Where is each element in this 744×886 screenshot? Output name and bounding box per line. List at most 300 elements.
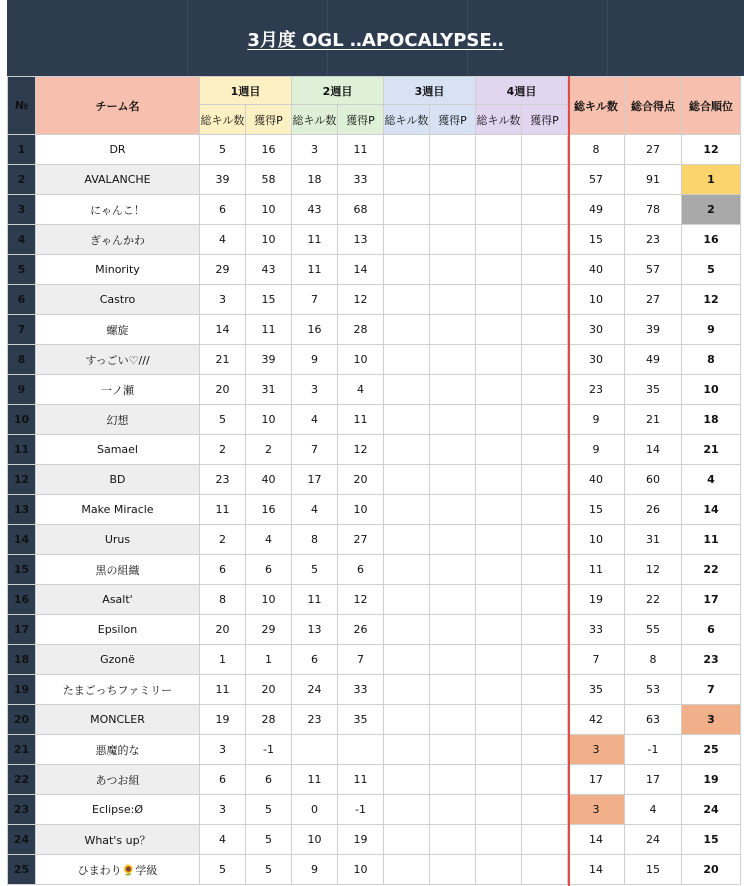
score-cell-w3k[interactable] bbox=[384, 255, 430, 285]
score-cell-w1p[interactable]: 10 bbox=[246, 405, 292, 435]
total-rank-cell[interactable]: 24 bbox=[682, 795, 741, 825]
score-cell-w1p[interactable]: 15 bbox=[246, 285, 292, 315]
score-cell-w2p[interactable]: 35 bbox=[338, 705, 384, 735]
total-points-cell[interactable]: 8 bbox=[625, 645, 682, 675]
row-number-cell[interactable]: 15 bbox=[8, 555, 36, 585]
team-name-cell[interactable]: 悪魔的な bbox=[36, 735, 200, 765]
score-cell-w3p[interactable] bbox=[430, 375, 476, 405]
score-cell-w3p[interactable] bbox=[430, 765, 476, 795]
score-cell-w1k[interactable]: 3 bbox=[200, 795, 246, 825]
total-kills-cell[interactable]: 42 bbox=[568, 705, 625, 735]
score-cell-w3k[interactable] bbox=[384, 525, 430, 555]
score-cell-w2p[interactable]: 12 bbox=[338, 285, 384, 315]
score-cell-w4p[interactable] bbox=[522, 735, 568, 765]
score-cell-w3p[interactable] bbox=[430, 435, 476, 465]
score-cell-w3p[interactable] bbox=[430, 645, 476, 675]
score-cell-w3p[interactable] bbox=[430, 525, 476, 555]
total-kills-cell[interactable]: 8 bbox=[568, 135, 625, 165]
row-number-cell[interactable]: 18 bbox=[8, 645, 36, 675]
row-number-cell[interactable]: 24 bbox=[8, 825, 36, 855]
score-cell-w3p[interactable] bbox=[430, 555, 476, 585]
score-cell-w1k[interactable]: 8 bbox=[200, 585, 246, 615]
total-points-cell[interactable]: 21 bbox=[625, 405, 682, 435]
row-number-cell[interactable]: 13 bbox=[8, 495, 36, 525]
row-number-cell[interactable]: 1 bbox=[8, 135, 36, 165]
score-cell-w3k[interactable] bbox=[384, 855, 430, 885]
team-name-cell[interactable]: Gzonë bbox=[36, 645, 200, 675]
score-cell-w2k[interactable]: 13 bbox=[292, 615, 338, 645]
score-cell-w2p[interactable]: 10 bbox=[338, 495, 384, 525]
row-number-cell[interactable]: 17 bbox=[8, 615, 36, 645]
score-cell-w4p[interactable] bbox=[522, 135, 568, 165]
score-cell-w1k[interactable]: 29 bbox=[200, 255, 246, 285]
score-cell-w4k[interactable] bbox=[476, 285, 522, 315]
score-cell-w1k[interactable]: 6 bbox=[200, 195, 246, 225]
score-cell-w2p[interactable]: 7 bbox=[338, 645, 384, 675]
total-kills-cell[interactable]: 23 bbox=[568, 375, 625, 405]
score-cell-w2p[interactable]: 68 bbox=[338, 195, 384, 225]
score-cell-w2k[interactable]: 5 bbox=[292, 555, 338, 585]
score-cell-w2k[interactable]: 43 bbox=[292, 195, 338, 225]
score-cell-w1p[interactable]: 2 bbox=[246, 435, 292, 465]
total-rank-cell[interactable]: 11 bbox=[682, 525, 741, 555]
total-rank-cell[interactable]: 25 bbox=[682, 735, 741, 765]
total-kills-cell[interactable]: 40 bbox=[568, 465, 625, 495]
score-cell-w4k[interactable] bbox=[476, 465, 522, 495]
total-rank-cell[interactable]: 23 bbox=[682, 645, 741, 675]
score-cell-w4p[interactable] bbox=[522, 345, 568, 375]
score-cell-w4k[interactable] bbox=[476, 615, 522, 645]
total-rank-cell[interactable]: 17 bbox=[682, 585, 741, 615]
score-cell-w3p[interactable] bbox=[430, 405, 476, 435]
score-cell-w1k[interactable]: 21 bbox=[200, 345, 246, 375]
row-number-cell[interactable]: 6 bbox=[8, 285, 36, 315]
total-points-cell[interactable]: 49 bbox=[625, 345, 682, 375]
score-cell-w1k[interactable]: 5 bbox=[200, 405, 246, 435]
row-number-cell[interactable]: 22 bbox=[8, 765, 36, 795]
total-points-cell[interactable]: 91 bbox=[625, 165, 682, 195]
score-cell-w1p[interactable]: 39 bbox=[246, 345, 292, 375]
score-cell-w4p[interactable] bbox=[522, 375, 568, 405]
score-cell-w3p[interactable] bbox=[430, 135, 476, 165]
score-cell-w4k[interactable] bbox=[476, 765, 522, 795]
team-name-cell[interactable]: Epsilon bbox=[36, 615, 200, 645]
score-cell-w1k[interactable]: 19 bbox=[200, 705, 246, 735]
score-cell-w4k[interactable] bbox=[476, 405, 522, 435]
total-rank-cell[interactable]: 1 bbox=[682, 165, 741, 195]
team-name-cell[interactable]: 黒の組織 bbox=[36, 555, 200, 585]
score-cell-w1p[interactable]: 5 bbox=[246, 825, 292, 855]
total-rank-cell[interactable]: 12 bbox=[682, 285, 741, 315]
total-points-cell[interactable]: 60 bbox=[625, 465, 682, 495]
score-cell-w1p[interactable]: 20 bbox=[246, 675, 292, 705]
score-cell-w4p[interactable] bbox=[522, 285, 568, 315]
row-number-cell[interactable]: 21 bbox=[8, 735, 36, 765]
score-cell-w4p[interactable] bbox=[522, 435, 568, 465]
score-cell-w3k[interactable] bbox=[384, 765, 430, 795]
total-points-cell[interactable]: 63 bbox=[625, 705, 682, 735]
row-number-cell[interactable]: 12 bbox=[8, 465, 36, 495]
score-cell-w3p[interactable] bbox=[430, 705, 476, 735]
score-cell-w4p[interactable] bbox=[522, 765, 568, 795]
team-name-cell[interactable]: DR bbox=[36, 135, 200, 165]
row-number-cell[interactable]: 8 bbox=[8, 345, 36, 375]
total-points-cell[interactable]: 14 bbox=[625, 435, 682, 465]
total-rank-cell[interactable]: 10 bbox=[682, 375, 741, 405]
total-points-cell[interactable]: 17 bbox=[625, 765, 682, 795]
team-name-cell[interactable]: 幻想 bbox=[36, 405, 200, 435]
score-cell-w2p[interactable]: 33 bbox=[338, 675, 384, 705]
score-cell-w2k[interactable]: 9 bbox=[292, 345, 338, 375]
score-cell-w3k[interactable] bbox=[384, 345, 430, 375]
score-cell-w4k[interactable] bbox=[476, 705, 522, 735]
score-cell-w4p[interactable] bbox=[522, 465, 568, 495]
score-cell-w4p[interactable] bbox=[522, 525, 568, 555]
team-name-cell[interactable]: Eclipse:Ø bbox=[36, 795, 200, 825]
score-cell-w4p[interactable] bbox=[522, 795, 568, 825]
score-cell-w2p[interactable]: 6 bbox=[338, 555, 384, 585]
total-kills-cell[interactable]: 30 bbox=[568, 345, 625, 375]
score-cell-w3p[interactable] bbox=[430, 255, 476, 285]
score-cell-w3p[interactable] bbox=[430, 675, 476, 705]
row-number-cell[interactable]: 4 bbox=[8, 225, 36, 255]
score-cell-w1p[interactable]: 4 bbox=[246, 525, 292, 555]
total-rank-cell[interactable]: 9 bbox=[682, 315, 741, 345]
score-cell-w2p[interactable]: 28 bbox=[338, 315, 384, 345]
score-cell-w4p[interactable] bbox=[522, 195, 568, 225]
score-cell-w2p[interactable]: 4 bbox=[338, 375, 384, 405]
score-cell-w1k[interactable]: 1 bbox=[200, 645, 246, 675]
total-rank-cell[interactable]: 14 bbox=[682, 495, 741, 525]
total-points-cell[interactable]: 35 bbox=[625, 375, 682, 405]
score-cell-w1p[interactable]: 6 bbox=[246, 555, 292, 585]
score-cell-w4k[interactable] bbox=[476, 165, 522, 195]
score-cell-w3k[interactable] bbox=[384, 195, 430, 225]
score-cell-w2k[interactable]: 6 bbox=[292, 645, 338, 675]
score-cell-w3k[interactable] bbox=[384, 465, 430, 495]
score-cell-w3k[interactable] bbox=[384, 585, 430, 615]
total-kills-cell[interactable]: 33 bbox=[568, 615, 625, 645]
score-cell-w4p[interactable] bbox=[522, 585, 568, 615]
total-points-cell[interactable]: 27 bbox=[625, 135, 682, 165]
score-cell-w2k[interactable]: 16 bbox=[292, 315, 338, 345]
team-name-cell[interactable]: すっごい♡/// bbox=[36, 345, 200, 375]
total-points-cell[interactable]: -1 bbox=[625, 735, 682, 765]
score-cell-w2k[interactable]: 9 bbox=[292, 855, 338, 885]
score-cell-w3k[interactable] bbox=[384, 165, 430, 195]
total-points-cell[interactable]: 31 bbox=[625, 525, 682, 555]
score-cell-w2k[interactable]: 11 bbox=[292, 585, 338, 615]
score-cell-w4p[interactable] bbox=[522, 705, 568, 735]
score-cell-w2p[interactable]: 33 bbox=[338, 165, 384, 195]
row-number-cell[interactable]: 3 bbox=[8, 195, 36, 225]
total-rank-cell[interactable]: 12 bbox=[682, 135, 741, 165]
team-name-cell[interactable]: ぎゃんかわ bbox=[36, 225, 200, 255]
total-points-cell[interactable]: 78 bbox=[625, 195, 682, 225]
total-rank-cell[interactable]: 4 bbox=[682, 465, 741, 495]
total-kills-cell[interactable]: 15 bbox=[568, 225, 625, 255]
score-cell-w3p[interactable] bbox=[430, 795, 476, 825]
score-cell-w2p[interactable]: 19 bbox=[338, 825, 384, 855]
score-cell-w3p[interactable] bbox=[430, 465, 476, 495]
total-rank-cell[interactable]: 15 bbox=[682, 825, 741, 855]
score-cell-w1p[interactable]: 1 bbox=[246, 645, 292, 675]
total-points-cell[interactable]: 12 bbox=[625, 555, 682, 585]
score-cell-w3k[interactable] bbox=[384, 615, 430, 645]
score-cell-w2p[interactable]: 20 bbox=[338, 465, 384, 495]
team-name-cell[interactable]: Asalt' bbox=[36, 585, 200, 615]
total-rank-cell[interactable]: 19 bbox=[682, 765, 741, 795]
score-cell-w2p[interactable]: 10 bbox=[338, 855, 384, 885]
score-cell-w4p[interactable] bbox=[522, 255, 568, 285]
score-cell-w4k[interactable] bbox=[476, 525, 522, 555]
score-cell-w1k[interactable]: 2 bbox=[200, 525, 246, 555]
score-cell-w3p[interactable] bbox=[430, 285, 476, 315]
team-name-cell[interactable]: What's up？ bbox=[36, 825, 200, 855]
score-cell-w1p[interactable]: 5 bbox=[246, 795, 292, 825]
total-points-cell[interactable]: 22 bbox=[625, 585, 682, 615]
score-cell-w4k[interactable] bbox=[476, 435, 522, 465]
score-cell-w3p[interactable] bbox=[430, 735, 476, 765]
total-kills-cell[interactable]: 19 bbox=[568, 585, 625, 615]
score-cell-w1k[interactable]: 6 bbox=[200, 555, 246, 585]
row-number-cell[interactable]: 23 bbox=[8, 795, 36, 825]
team-name-cell[interactable]: にゃんこ！ bbox=[36, 195, 200, 225]
score-cell-w1p[interactable]: 58 bbox=[246, 165, 292, 195]
score-cell-w2k[interactable] bbox=[292, 735, 338, 765]
total-points-cell[interactable]: 4 bbox=[625, 795, 682, 825]
row-number-cell[interactable]: 25 bbox=[8, 855, 36, 885]
score-cell-w2k[interactable]: 11 bbox=[292, 225, 338, 255]
total-rank-cell[interactable]: 20 bbox=[682, 855, 741, 885]
score-cell-w4k[interactable] bbox=[476, 825, 522, 855]
score-cell-w3k[interactable] bbox=[384, 705, 430, 735]
team-name-cell[interactable]: 螺旋 bbox=[36, 315, 200, 345]
total-kills-cell[interactable]: 9 bbox=[568, 405, 625, 435]
score-cell-w2p[interactable] bbox=[338, 735, 384, 765]
total-rank-cell[interactable]: 16 bbox=[682, 225, 741, 255]
total-kills-cell[interactable]: 10 bbox=[568, 525, 625, 555]
score-cell-w3p[interactable] bbox=[430, 165, 476, 195]
score-cell-w3k[interactable] bbox=[384, 435, 430, 465]
score-cell-w1p[interactable]: -1 bbox=[246, 735, 292, 765]
total-points-cell[interactable]: 27 bbox=[625, 285, 682, 315]
score-cell-w4p[interactable] bbox=[522, 495, 568, 525]
score-cell-w2p[interactable]: 10 bbox=[338, 345, 384, 375]
score-cell-w4p[interactable] bbox=[522, 555, 568, 585]
score-cell-w2p[interactable]: 11 bbox=[338, 405, 384, 435]
total-kills-cell[interactable]: 14 bbox=[568, 825, 625, 855]
score-cell-w4k[interactable] bbox=[476, 255, 522, 285]
score-cell-w4p[interactable] bbox=[522, 315, 568, 345]
score-cell-w1p[interactable]: 16 bbox=[246, 135, 292, 165]
score-cell-w2k[interactable]: 17 bbox=[292, 465, 338, 495]
score-cell-w1k[interactable]: 5 bbox=[200, 135, 246, 165]
total-points-cell[interactable]: 24 bbox=[625, 825, 682, 855]
score-cell-w1k[interactable]: 20 bbox=[200, 375, 246, 405]
score-cell-w3p[interactable] bbox=[430, 585, 476, 615]
total-rank-cell[interactable]: 2 bbox=[682, 195, 741, 225]
score-cell-w1k[interactable]: 2 bbox=[200, 435, 246, 465]
total-kills-cell[interactable]: 7 bbox=[568, 645, 625, 675]
score-cell-w4p[interactable] bbox=[522, 855, 568, 885]
score-cell-w4k[interactable] bbox=[476, 375, 522, 405]
score-cell-w4k[interactable] bbox=[476, 345, 522, 375]
score-cell-w1p[interactable]: 40 bbox=[246, 465, 292, 495]
score-cell-w3k[interactable] bbox=[384, 645, 430, 675]
total-points-cell[interactable]: 15 bbox=[625, 855, 682, 885]
score-cell-w4k[interactable] bbox=[476, 225, 522, 255]
score-cell-w4p[interactable] bbox=[522, 675, 568, 705]
score-cell-w1p[interactable]: 10 bbox=[246, 225, 292, 255]
total-kills-cell[interactable]: 57 bbox=[568, 165, 625, 195]
team-name-cell[interactable]: MONCLER bbox=[36, 705, 200, 735]
score-cell-w2k[interactable]: 7 bbox=[292, 285, 338, 315]
team-name-cell[interactable]: BD bbox=[36, 465, 200, 495]
total-points-cell[interactable]: 55 bbox=[625, 615, 682, 645]
score-cell-w4k[interactable] bbox=[476, 795, 522, 825]
team-name-cell[interactable]: 一ノ瀬 bbox=[36, 375, 200, 405]
score-cell-w3k[interactable] bbox=[384, 795, 430, 825]
score-cell-w2k[interactable]: 23 bbox=[292, 705, 338, 735]
score-cell-w3p[interactable] bbox=[430, 825, 476, 855]
score-cell-w1p[interactable]: 29 bbox=[246, 615, 292, 645]
score-cell-w2p[interactable]: 11 bbox=[338, 765, 384, 795]
total-rank-cell[interactable]: 8 bbox=[682, 345, 741, 375]
row-number-cell[interactable]: 11 bbox=[8, 435, 36, 465]
team-name-cell[interactable]: あつお組 bbox=[36, 765, 200, 795]
team-name-cell[interactable]: AVALANCHE bbox=[36, 165, 200, 195]
score-cell-w1p[interactable]: 11 bbox=[246, 315, 292, 345]
score-cell-w3p[interactable] bbox=[430, 345, 476, 375]
score-cell-w1p[interactable]: 28 bbox=[246, 705, 292, 735]
score-cell-w3k[interactable] bbox=[384, 405, 430, 435]
score-cell-w1p[interactable]: 5 bbox=[246, 855, 292, 885]
score-cell-w4k[interactable] bbox=[476, 585, 522, 615]
total-rank-cell[interactable]: 18 bbox=[682, 405, 741, 435]
total-points-cell[interactable]: 39 bbox=[625, 315, 682, 345]
score-cell-w1p[interactable]: 10 bbox=[246, 195, 292, 225]
score-cell-w2k[interactable]: 10 bbox=[292, 825, 338, 855]
total-points-cell[interactable]: 53 bbox=[625, 675, 682, 705]
score-cell-w2p[interactable]: 27 bbox=[338, 525, 384, 555]
total-kills-cell[interactable]: 11 bbox=[568, 555, 625, 585]
total-kills-cell[interactable]: 3 bbox=[568, 735, 625, 765]
score-cell-w4k[interactable] bbox=[476, 735, 522, 765]
score-cell-w3k[interactable] bbox=[384, 825, 430, 855]
score-cell-w4p[interactable] bbox=[522, 405, 568, 435]
score-cell-w1k[interactable]: 23 bbox=[200, 465, 246, 495]
score-cell-w4p[interactable] bbox=[522, 225, 568, 255]
score-cell-w4k[interactable] bbox=[476, 315, 522, 345]
score-cell-w4k[interactable] bbox=[476, 195, 522, 225]
total-rank-cell[interactable]: 22 bbox=[682, 555, 741, 585]
score-cell-w1p[interactable]: 6 bbox=[246, 765, 292, 795]
score-cell-w1p[interactable]: 10 bbox=[246, 585, 292, 615]
total-rank-cell[interactable]: 5 bbox=[682, 255, 741, 285]
score-cell-w4p[interactable] bbox=[522, 165, 568, 195]
score-cell-w4k[interactable] bbox=[476, 855, 522, 885]
score-cell-w3p[interactable] bbox=[430, 855, 476, 885]
score-cell-w2k[interactable]: 8 bbox=[292, 525, 338, 555]
score-cell-w3p[interactable] bbox=[430, 495, 476, 525]
score-cell-w2p[interactable]: 13 bbox=[338, 225, 384, 255]
score-cell-w2k[interactable]: 4 bbox=[292, 495, 338, 525]
total-kills-cell[interactable]: 10 bbox=[568, 285, 625, 315]
row-number-cell[interactable]: 16 bbox=[8, 585, 36, 615]
score-cell-w1k[interactable]: 20 bbox=[200, 615, 246, 645]
score-cell-w2k[interactable]: 11 bbox=[292, 255, 338, 285]
row-number-cell[interactable]: 10 bbox=[8, 405, 36, 435]
team-name-cell[interactable]: Urus bbox=[36, 525, 200, 555]
score-cell-w3p[interactable] bbox=[430, 225, 476, 255]
score-cell-w4k[interactable] bbox=[476, 675, 522, 705]
total-points-cell[interactable]: 26 bbox=[625, 495, 682, 525]
score-cell-w4k[interactable] bbox=[476, 135, 522, 165]
total-rank-cell[interactable]: 6 bbox=[682, 615, 741, 645]
score-cell-w4p[interactable] bbox=[522, 615, 568, 645]
score-cell-w1k[interactable]: 5 bbox=[200, 855, 246, 885]
score-cell-w4k[interactable] bbox=[476, 495, 522, 525]
score-cell-w1k[interactable]: 3 bbox=[200, 285, 246, 315]
score-cell-w2p[interactable]: -1 bbox=[338, 795, 384, 825]
score-cell-w2k[interactable]: 7 bbox=[292, 435, 338, 465]
score-cell-w2k[interactable]: 11 bbox=[292, 765, 338, 795]
score-cell-w1k[interactable]: 39 bbox=[200, 165, 246, 195]
score-cell-w2p[interactable]: 12 bbox=[338, 435, 384, 465]
team-name-cell[interactable]: Make Miracle bbox=[36, 495, 200, 525]
score-cell-w1k[interactable]: 3 bbox=[200, 735, 246, 765]
total-kills-cell[interactable]: 9 bbox=[568, 435, 625, 465]
total-kills-cell[interactable]: 17 bbox=[568, 765, 625, 795]
team-name-cell[interactable]: たまごっちファミリー bbox=[36, 675, 200, 705]
score-cell-w1k[interactable]: 14 bbox=[200, 315, 246, 345]
team-name-cell[interactable]: Minority bbox=[36, 255, 200, 285]
score-cell-w3p[interactable] bbox=[430, 195, 476, 225]
score-cell-w3k[interactable] bbox=[384, 135, 430, 165]
score-cell-w4p[interactable] bbox=[522, 645, 568, 675]
team-name-cell[interactable]: Castro bbox=[36, 285, 200, 315]
total-kills-cell[interactable]: 14 bbox=[568, 855, 625, 885]
score-cell-w3k[interactable] bbox=[384, 675, 430, 705]
total-kills-cell[interactable]: 3 bbox=[568, 795, 625, 825]
score-cell-w3k[interactable] bbox=[384, 315, 430, 345]
total-kills-cell[interactable]: 35 bbox=[568, 675, 625, 705]
total-rank-cell[interactable]: 7 bbox=[682, 675, 741, 705]
score-cell-w2p[interactable]: 14 bbox=[338, 255, 384, 285]
score-cell-w1k[interactable]: 6 bbox=[200, 765, 246, 795]
row-number-cell[interactable]: 19 bbox=[8, 675, 36, 705]
score-cell-w2p[interactable]: 11 bbox=[338, 135, 384, 165]
score-cell-w1p[interactable]: 16 bbox=[246, 495, 292, 525]
score-cell-w1k[interactable]: 11 bbox=[200, 675, 246, 705]
score-cell-w1k[interactable]: 4 bbox=[200, 825, 246, 855]
score-cell-w1k[interactable]: 11 bbox=[200, 495, 246, 525]
total-kills-cell[interactable]: 40 bbox=[568, 255, 625, 285]
score-cell-w3k[interactable] bbox=[384, 555, 430, 585]
score-cell-w3k[interactable] bbox=[384, 225, 430, 255]
total-kills-cell[interactable]: 15 bbox=[568, 495, 625, 525]
score-cell-w4p[interactable] bbox=[522, 825, 568, 855]
score-cell-w3k[interactable] bbox=[384, 495, 430, 525]
score-cell-w2k[interactable]: 0 bbox=[292, 795, 338, 825]
score-cell-w2k[interactable]: 3 bbox=[292, 375, 338, 405]
row-number-cell[interactable]: 20 bbox=[8, 705, 36, 735]
total-kills-cell[interactable]: 30 bbox=[568, 315, 625, 345]
total-rank-cell[interactable]: 21 bbox=[682, 435, 741, 465]
team-name-cell[interactable]: ひまわり🌻学級 bbox=[36, 855, 200, 885]
score-cell-w3k[interactable] bbox=[384, 375, 430, 405]
